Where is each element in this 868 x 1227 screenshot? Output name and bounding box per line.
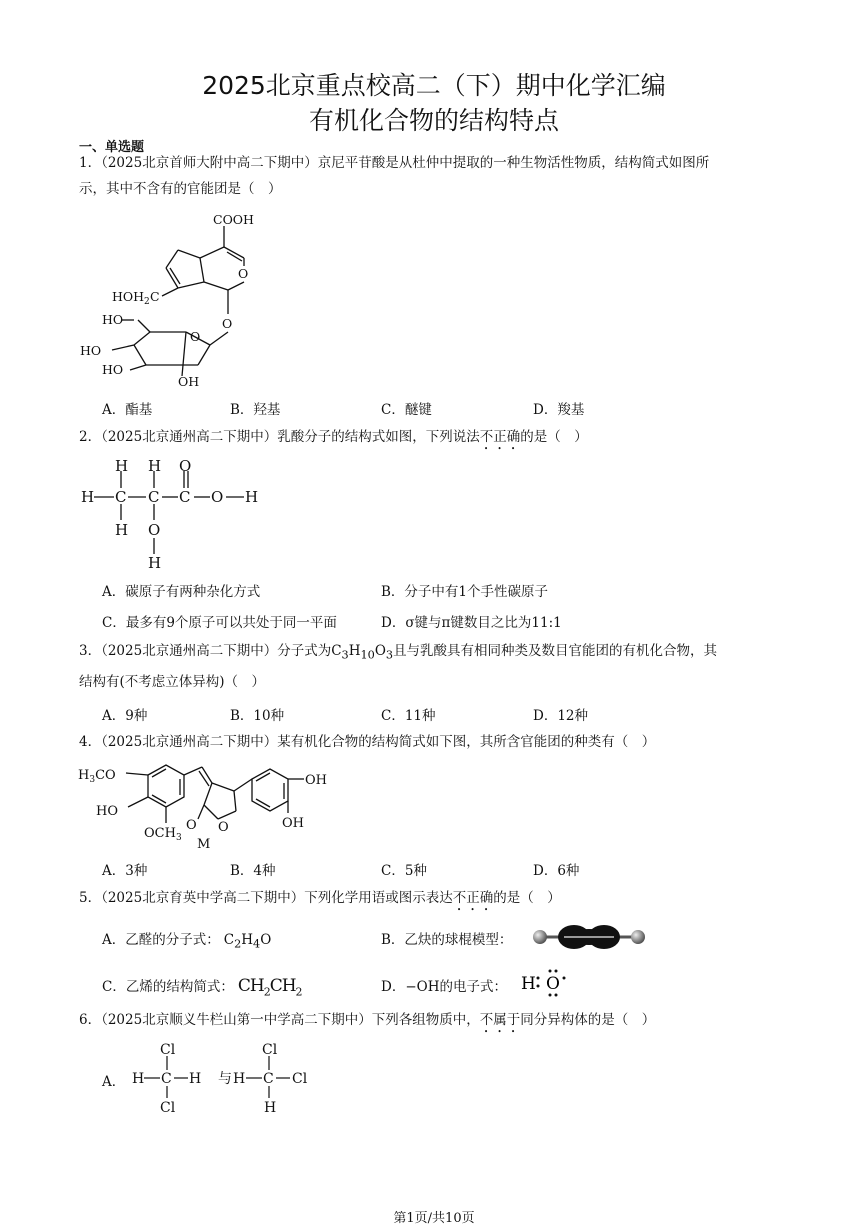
option-a[interactable]: A．9种	[102, 708, 148, 724]
sugar-oxygen-label: O	[190, 329, 201, 344]
option-c[interactable]: C．11种	[381, 708, 436, 724]
dichloromethane-structures	[128, 1040, 328, 1116]
option-d[interactable]: D．12种	[533, 708, 589, 724]
methoxy-label: $H_3CO$	[78, 768, 116, 785]
compound-m-structure	[78, 757, 358, 855]
hydroxyl-label: HO	[96, 804, 118, 819]
svg-text:Cl: Cl	[160, 1042, 176, 1058]
lactic-acid-structure	[78, 456, 278, 574]
option-d[interactable]: D．6种	[533, 863, 580, 879]
option-a[interactable]: A．酯基	[102, 402, 153, 418]
hydrogen-label: H	[245, 488, 259, 506]
page-number: 第1页/共10页	[393, 1211, 475, 1226]
hydrogen-label: H	[115, 521, 129, 539]
cooh-label: COOH	[213, 212, 254, 227]
ring-oxygen-label: O	[218, 820, 229, 835]
carbon-label: C	[115, 488, 127, 506]
question-5-stem: 5．（2025北京育英中学高二下期中）下列化学用语或图示表达不正确的是（ ）	[79, 890, 561, 906]
option-b[interactable]: B．乙炔的球棍模型：	[381, 932, 513, 948]
document-title: 2025北京重点校高二（下）期中化学汇编	[202, 71, 666, 100]
emphasis-text: 不正确	[452, 890, 494, 906]
svg-text:Cl: Cl	[160, 1100, 176, 1116]
acetylene-ball-stick-model	[528, 921, 650, 953]
section-heading: 一、单选题	[79, 140, 145, 155]
option-d[interactable]: D．σ键与π键数目之比为11:1	[381, 615, 562, 631]
hydrogen-label: H	[148, 457, 162, 475]
option-c[interactable]: C．5种	[381, 863, 427, 879]
carbonyl-oxygen-label: O	[186, 818, 197, 833]
connector-word: 与	[218, 1071, 232, 1087]
question-text: （2025北京首师大附中高二下期中）京尼平苷酸是从杜仲中提取的一种生物活性物质，结构简式如图所	[101, 155, 710, 171]
geniposidic-acid-structure	[78, 210, 278, 396]
emphasis-text: 不正确	[479, 429, 521, 445]
option-a[interactable]: A．3种	[102, 863, 148, 879]
svg-text:C: C	[263, 1071, 274, 1087]
svg-text:H: H	[132, 1071, 145, 1087]
subscript: 2	[144, 297, 150, 307]
document-subtitle: 有机化合物的结构特点	[308, 106, 559, 135]
question-4-stem: 4．（2025北京通州高二下期中）某有机化合物的结构简式如下图，其所含官能团的种类有（ ）	[79, 734, 656, 750]
hydrogen-label: H	[115, 457, 129, 475]
svg-text:H: H	[233, 1071, 246, 1087]
oxygen-label: O	[211, 488, 224, 506]
ring-oxygen-label: O	[238, 266, 249, 281]
svg-text:H: H	[189, 1071, 202, 1087]
hydroxyl-label: OH	[282, 816, 304, 831]
option-c[interactable]: C．乙烯的结构简式： $CH_2CH_2$	[102, 976, 302, 999]
option-a[interactable]: A．碳原子有两种杂化方式	[102, 584, 261, 600]
hydrogen-label: H	[81, 488, 95, 506]
option-a[interactable]: A．乙醛的分子式： $C_2H_4O$	[102, 932, 272, 951]
option-b[interactable]: B．10种	[230, 708, 285, 724]
option-d[interactable]: D．羧基	[533, 402, 585, 418]
svg-text:C: C	[161, 1071, 172, 1087]
svg-text:Cl: Cl	[262, 1042, 278, 1058]
option-a[interactable]: A．	[102, 1074, 126, 1090]
hydroxyl-label: OH	[178, 374, 200, 389]
option-b[interactable]: B．分子中有1个手性碳原子	[381, 584, 549, 600]
oxygen-label: O	[179, 457, 192, 475]
option-d[interactable]: D．−OH的电子式：	[381, 979, 507, 995]
option-b[interactable]: B．羟基	[230, 402, 281, 418]
carbon-label: C	[179, 488, 191, 506]
methoxy-label: $OCH_3$	[144, 826, 182, 843]
option-b[interactable]: B．4种	[230, 863, 276, 879]
svg-text:H: H	[264, 1100, 277, 1116]
question-6-stem: 6．（2025北京顺义牛栏山第一中学高二下期中）下列各组物质中，不属于同分异构体的是（ ）	[79, 1012, 656, 1028]
svg-text:Cl: Cl	[292, 1071, 308, 1087]
carbon-label: C	[148, 488, 160, 506]
formula: $C_2H_4O$	[223, 932, 272, 951]
carbon-label: C	[150, 289, 160, 304]
option-c[interactable]: C．最多有9个原子可以共处于同一平面	[102, 615, 337, 631]
hydroxyl-label: HO	[102, 312, 124, 327]
hydroxyl-electron-dot-formula	[520, 966, 570, 998]
question-3-stem: 3．（2025北京通州高二下期中）分子式为$C_3H_{10}O_3$且与乳酸具有相同种类及数目官能团的有机化合物，其 结构有(不考虑立体异构)（ ）	[79, 643, 718, 690]
question-number: 1．	[79, 155, 102, 171]
svg-text:O: O	[546, 974, 560, 994]
hydroxyl-label: HO	[102, 362, 124, 377]
hydrogen-label: H	[148, 554, 162, 572]
emphasis-text: 不属于	[479, 1012, 521, 1028]
svg-text:H: H	[521, 974, 536, 994]
compound-label-m: M	[197, 837, 211, 852]
formula: $CH_2CH_2$	[237, 976, 302, 999]
oxygen-label: O	[148, 521, 161, 539]
glycosidic-oxygen-label: O	[222, 316, 233, 331]
question-1-stem	[79, 150, 799, 202]
hydroxyl-label: HO	[80, 343, 102, 358]
hydroxyl-label: OH	[305, 773, 327, 788]
question-2-stem: 2．（2025北京通州高二下期中）乳酸分子的结构式如图，下列说法不正确的是（ ）	[79, 429, 588, 445]
question-text: 示，其中不含有的官能团是（ ）	[79, 181, 282, 197]
option-c[interactable]: C．醚键	[381, 402, 432, 418]
hoh2c-label: HOH	[112, 289, 145, 304]
